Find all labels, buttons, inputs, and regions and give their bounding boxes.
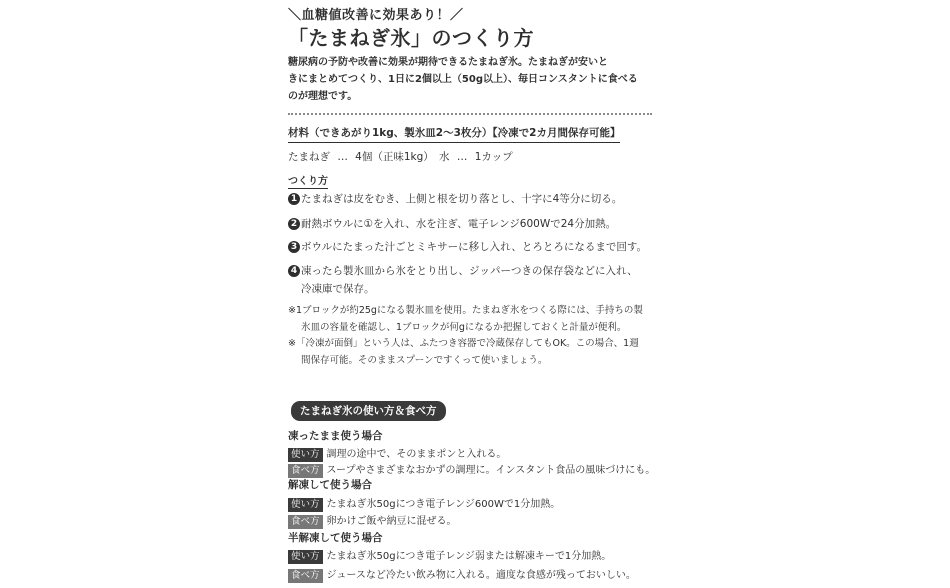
step-text: ボウルにたまった汁ごとミキサーに移し入れ、とろとろになるまで回す。 bbox=[301, 241, 647, 253]
materials-heading: 材料（できあがり1kg、製氷皿2〜3枚分）【冷凍で2カ月間保存可能】 bbox=[288, 125, 620, 143]
intro-paragraph bbox=[288, 54, 652, 105]
dotted-divider bbox=[288, 113, 652, 115]
use-tag: 使い方 bbox=[288, 448, 323, 462]
note-line: ※1ブロックが約25gになる製氷皿を使用。たまねぎ氷をつくる際には、手持ちの製 bbox=[288, 305, 643, 316]
usage-section-title: 凍ったまま使う場合 bbox=[288, 430, 383, 442]
usage-section-title: 解凍して使う場合 bbox=[288, 479, 372, 491]
step-text-continued: 冷凍庫で保存。 bbox=[301, 283, 375, 295]
note-line: ※「冷凍が面倒」という人は、ふたつき容器で冷蔵保存してもOK。この場合、1週 bbox=[288, 338, 639, 349]
use-tag: 使い方 bbox=[288, 498, 323, 512]
method-step bbox=[288, 262, 638, 298]
usage-eat-line bbox=[288, 566, 636, 583]
usage-use-line bbox=[288, 445, 506, 462]
step-number-badge: 3 bbox=[288, 241, 300, 253]
note-line: 間保存可能。そのままスプーンですくって使いましょう。 bbox=[301, 355, 548, 366]
note-line: 氷皿の容量を確認し、1ブロックが何gになるか把握しておくと計量が便利。 bbox=[301, 322, 627, 333]
use-text: 調理の途中で、そのままポンと入れる。 bbox=[326, 449, 507, 460]
eat-tag: 食べ方 bbox=[288, 464, 323, 478]
note bbox=[288, 302, 643, 336]
step-number-badge: 1 bbox=[288, 193, 300, 205]
kicker-text: ＼血糖値改善に効果あり！／ bbox=[288, 8, 464, 23]
step-text: 耐熱ボウルに①を入れ、水を注ぎ、電子レンジ600Wで24分加熱。 bbox=[301, 218, 617, 230]
usage-heading-badge: たまねぎ氷の使い方＆食べ方 bbox=[291, 401, 446, 421]
eat-text: ジュースなど冷たい飲み物に入れる。適度な食感が残っておいしい。 bbox=[326, 570, 636, 581]
eat-text: スープやさまざまなおかずの調理に。インスタント食品の風味づけにも。 bbox=[326, 465, 656, 476]
step-text: たまねぎは皮をむき、上側と根を切り落とし、十字に4等分に切る。 bbox=[301, 193, 623, 205]
method-heading: つくり方 bbox=[288, 172, 328, 189]
method-step bbox=[288, 190, 622, 208]
intro-line: のが理想です。 bbox=[288, 91, 358, 102]
usage-section-title: 半解凍して使う場合 bbox=[288, 532, 383, 544]
note bbox=[288, 335, 639, 369]
eat-tag: 食べ方 bbox=[288, 515, 323, 529]
recipe-page bbox=[288, 0, 660, 588]
step-text: 凍ったら製氷皿から氷をとり出し、ジッパーつきの保存袋などに入れ、 bbox=[301, 265, 638, 277]
method-step bbox=[288, 238, 647, 256]
use-tag: 使い方 bbox=[288, 550, 323, 564]
eat-tag: 食べ方 bbox=[288, 569, 323, 583]
intro-line: 糖尿病の予防や改善に効果が期待できるたまねぎ氷。たまねぎが安いと bbox=[288, 57, 608, 68]
ingredients-line: たまねぎ … 4個（正味1kg） 水 … 1カップ bbox=[288, 151, 513, 163]
step-number-badge: 4 bbox=[288, 265, 300, 277]
usage-use-line bbox=[288, 495, 560, 512]
usage-use-line bbox=[288, 547, 611, 564]
use-text: たまねぎ氷50gにつき電子レンジ弱または解凍キーで1分加熱。 bbox=[326, 551, 612, 562]
eat-text: 卵かけご飯や納豆に混ぜる。 bbox=[326, 516, 457, 527]
usage-eat-line bbox=[288, 461, 655, 478]
use-text: たまねぎ氷50gにつき電子レンジ600Wで1分加熱。 bbox=[326, 499, 561, 510]
method-step bbox=[288, 215, 616, 233]
usage-eat-line bbox=[288, 512, 457, 529]
page-title: 「たまねぎ氷」のつくり方 bbox=[288, 26, 534, 50]
step-number-badge: 2 bbox=[288, 218, 300, 230]
intro-line: きにまとめてつくり、1日に2個以上（50g以上）、毎日コンスタントに食べる bbox=[288, 74, 638, 85]
